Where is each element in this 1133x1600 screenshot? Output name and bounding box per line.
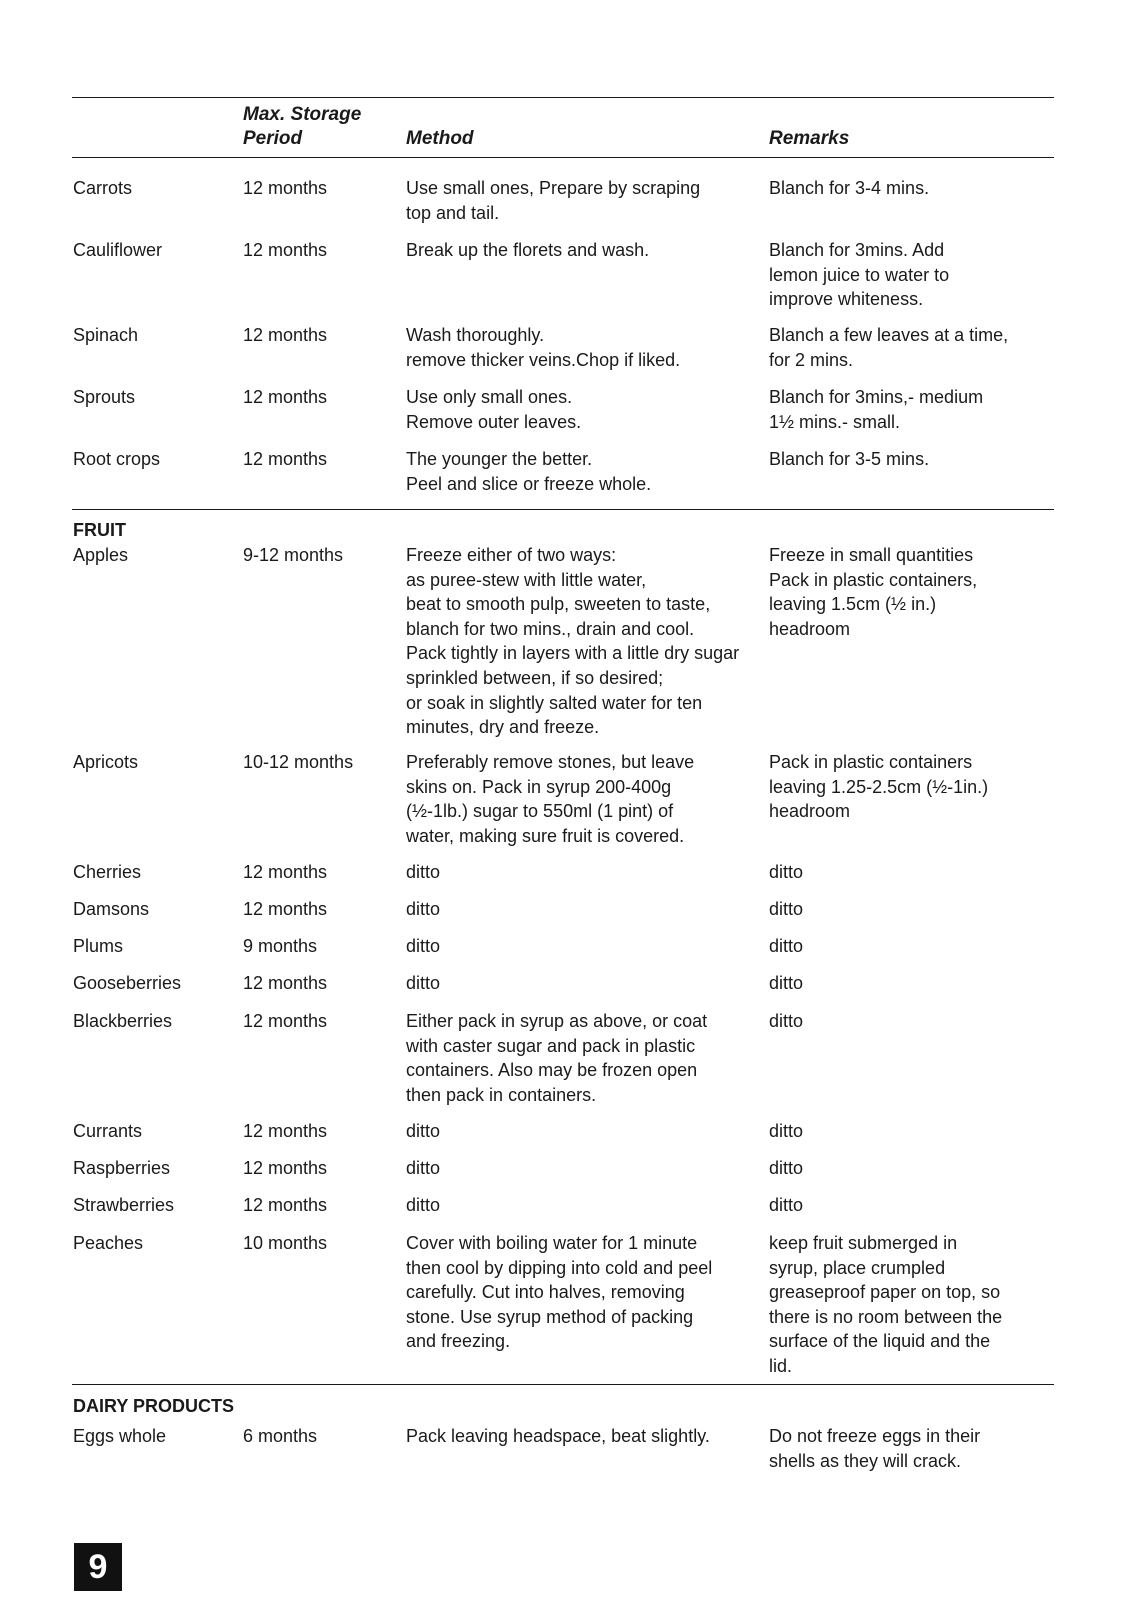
remarks-line: lemon juice to water to [769,264,950,285]
remarks-line: leaving 1.25-2.5cm (½-1in.) [769,776,989,797]
header-method [406,127,474,151]
header-period [243,103,361,151]
header-rule [72,157,1054,158]
method-line: ditto [406,1158,441,1178]
storage-period: 12 months [243,1121,328,1141]
method-line: Freeze either of two ways: [406,545,617,565]
item-name: Eggs whole [73,1426,167,1446]
remarks-cell [769,1009,803,1034]
storage-period: 12 months [243,325,328,345]
item-name: Sprouts [73,387,136,407]
method-line: sprinkled between, if so desired; [406,667,664,688]
method-line: Peel and slice or freeze whole. [406,473,652,494]
remarks-cell [769,971,803,996]
remarks-line: lid. [769,1355,793,1376]
storage-period: 9-12 months [243,545,344,565]
header-remarks [769,127,849,151]
method-line: water, making sure fruit is covered. [406,825,685,846]
item-name: Root crops [73,449,161,469]
item-name: Cherries [73,862,142,882]
header-method-line: Method [406,128,474,149]
remarks-line: ditto [769,1195,804,1215]
storage-period: 9 months [243,936,318,956]
method-line: and freezing. [406,1331,511,1352]
remarks-line: surface of the liquid and the [769,1331,991,1352]
storage-period: 12 months [243,1011,328,1031]
header-period-line: Max. Storage [243,104,362,125]
remarks-line: ditto [769,1121,804,1141]
method-cell [406,1156,440,1181]
method-line: Pack tightly in layers with a little dry sugar [406,643,740,664]
remarks-cell [769,238,949,312]
method-line: Remove outer leaves. [406,411,582,432]
remarks-cell [769,750,988,824]
item-name: Raspberries [73,1158,171,1178]
section-title: DAIRY PRODUCTS [73,1396,235,1416]
item-name: Cauliflower [73,240,163,260]
method-cell [406,971,440,996]
storage-period: 12 months [243,178,328,198]
storage-period: 12 months [243,240,328,260]
remarks-line: syrup, place crumpled [769,1257,946,1278]
method-cell [406,385,581,434]
method-line: Wash thoroughly. [406,325,545,345]
section-title: FRUIT [73,520,126,540]
page-number: 9 [74,1543,122,1591]
item-name: Strawberries [73,1195,175,1215]
method-line: Use only small ones. [406,387,573,407]
remarks-cell [769,1193,803,1218]
remarks-line: Blanch for 3-5 mins. [769,449,930,469]
method-line: stone. Use syrup method of packing [406,1306,694,1327]
remarks-cell [769,860,803,885]
storage-period: 12 months [243,387,328,407]
remarks-cell [769,1156,803,1181]
remarks-line: Pack in plastic containers, [769,569,978,590]
remarks-line: Blanch for 3-4 mins. [769,178,930,198]
item-name: Apples [73,545,129,565]
storage-period: 12 months [243,899,328,919]
remarks-line: shells as they will crack. [769,1450,962,1471]
remarks-line: improve whiteness. [769,289,924,310]
remarks-line: leaving 1.5cm (½ in.) [769,594,937,615]
remarks-line: ditto [769,1011,804,1031]
remarks-cell [769,1231,1002,1379]
item-name: Damsons [73,899,150,919]
method-line: containers. Also may be frozen open [406,1060,698,1081]
method-line: carefully. Cut into halves, removing [406,1282,685,1303]
method-cell [406,1193,440,1218]
remarks-line: Blanch a few leaves at a time, [769,325,1009,345]
method-cell [406,897,440,922]
method-cell [406,750,694,848]
method-line: Either pack in syrup as above, or coat [406,1011,708,1031]
remarks-cell [769,543,977,641]
method-line: Cover with boiling water for 1 minute [406,1233,698,1253]
method-line: ditto [406,1121,441,1141]
remarks-cell [769,447,929,472]
storage-period: 6 months [243,1426,318,1446]
remarks-cell [769,323,1008,372]
method-line: then pack in containers. [406,1084,597,1105]
method-line: top and tail. [406,202,500,223]
method-line: or soak in slightly salted water for ten [406,692,703,713]
method-line: Preferably remove stones, but leave [406,752,695,772]
method-line: ditto [406,936,441,956]
method-cell [406,934,440,959]
section-rule-dairy [72,1384,1054,1385]
method-line: Pack leaving headspace, beat slightly. [406,1426,710,1446]
remarks-line: Do not freeze eggs in their [769,1426,981,1446]
section-rule-fruit [72,509,1054,510]
method-cell [406,1424,710,1449]
item-name: Peaches [73,1233,144,1253]
remarks-line: there is no room between the [769,1306,1003,1327]
remarks-cell [769,176,929,201]
remarks-cell [769,934,803,959]
storage-period: 12 months [243,973,328,993]
remarks-cell [769,385,983,434]
item-name: Blackberries [73,1011,173,1031]
storage-period: 10 months [243,1233,328,1253]
method-line: (½-1lb.) sugar to 550ml (1 pint) of [406,801,674,822]
remarks-line: Blanch for 3mins. Add [769,240,945,260]
method-line: ditto [406,899,441,919]
remarks-line: for 2 mins. [769,349,854,370]
remarks-line: ditto [769,899,804,919]
header-period-line: Period [243,128,303,149]
remarks-line: ditto [769,973,804,993]
remarks-line: Freeze in small quantities [769,545,974,565]
remarks-cell [769,1424,980,1473]
method-cell [406,176,700,225]
remarks-line: ditto [769,1158,804,1178]
method-line: as puree-stew with little water, [406,569,647,590]
remarks-line: Pack in plastic containers [769,752,973,772]
remarks-line: headroom [769,801,851,822]
remarks-line: ditto [769,936,804,956]
method-line: ditto [406,862,441,882]
method-line: with caster sugar and pack in plastic [406,1035,696,1056]
method-line: beat to smooth pulp, sweeten to taste, [406,594,711,615]
method-cell [406,1231,712,1354]
remarks-cell [769,1119,803,1144]
method-line: ditto [406,1195,441,1215]
remarks-line: greaseproof paper on top, so [769,1282,1001,1303]
header-remarks-line: Remarks [769,128,850,149]
method-cell [406,238,649,263]
item-name: Gooseberries [73,973,182,993]
method-line: ditto [406,973,441,993]
item-name: Spinach [73,325,139,345]
storage-period: 12 months [243,1158,328,1178]
remarks-line: ditto [769,862,804,882]
item-name: Apricots [73,752,139,772]
method-line: The younger the better. [406,449,593,469]
method-cell [406,323,680,372]
method-line: remove thicker veins.Chop if liked. [406,349,681,370]
method-line: Break up the florets and wash. [406,240,650,260]
top-rule [72,97,1054,98]
item-name: Plums [73,936,124,956]
storage-period: 12 months [243,1195,328,1215]
method-cell [406,447,651,496]
method-cell [406,860,440,885]
method-cell [406,1119,440,1144]
item-name: Currants [73,1121,143,1141]
remarks-line: Blanch for 3mins,- medium [769,387,984,407]
remarks-line: headroom [769,618,851,639]
method-cell [406,543,739,740]
method-line: blanch for two mins., drain and cool. [406,618,695,639]
storage-period: 12 months [243,449,328,469]
item-name: Carrots [73,178,133,198]
method-cell [406,1009,707,1107]
method-line: skins on. Pack in syrup 200-400g [406,776,672,797]
remarks-line: 1½ mins.- small. [769,411,901,432]
method-line: minutes, dry and freeze. [406,717,600,738]
method-line: then cool by dipping into cold and peel [406,1257,713,1278]
storage-period: 10-12 months [243,752,354,772]
remarks-line: keep fruit submerged in [769,1233,958,1253]
remarks-cell [769,897,803,922]
storage-period: 12 months [243,862,328,882]
method-line: Use small ones, Prepare by scraping [406,178,701,198]
